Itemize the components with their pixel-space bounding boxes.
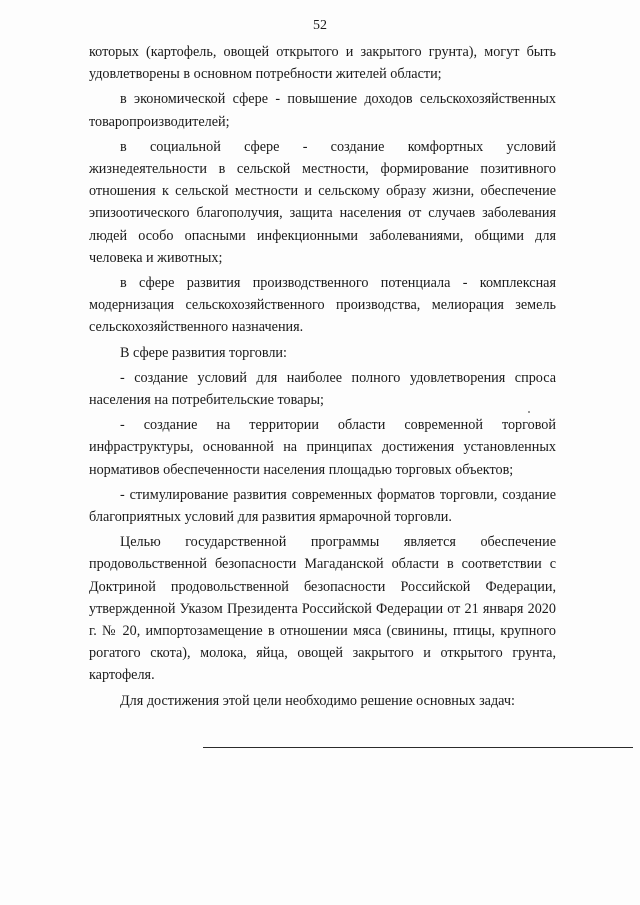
paragraph: В сфере развития торговли: bbox=[120, 344, 287, 361]
paragraph: Для достижения этой цели необходимо решение основных задач: bbox=[120, 692, 515, 709]
paragraph: в экономической сфере - повышение доходов сельскохозяйственных товаропроизводителей; bbox=[89, 91, 556, 130]
bottom-rule-divider bbox=[203, 747, 633, 748]
list-item: - создание условий для наиболее полного удовлетворения спроса населения на потребительские товары; bbox=[89, 369, 556, 409]
list-item: - стимулирование развития современных форматов торговли, создание благоприятных условий для развития ярмарочной торговли. bbox=[89, 486, 556, 526]
paragraph: в сфере развития производственного потенциала - комплексная модернизация сельскохозяйственного производства, мелиорация земель сельскохозяйственного назначения. bbox=[89, 275, 556, 336]
paragraph: в социальной сфере - создание комфортных условий жизнедеятельности в сельской местности, формирование позитивного отношения к сельской местности и сельскому образу жизни, обеспечение эпизоотического благополучия, защита населения от случаев заболевания людей особо опасными инфекционными заболеваниями, общими для человека и животных; bbox=[89, 138, 556, 266]
document-body bbox=[89, 41, 556, 712]
page-number: 52 bbox=[313, 18, 327, 33]
paragraph: которых (картофель, овощей открытого и закрытого грунта), могут быть удовлетворены в основном потребности жителей области; bbox=[89, 44, 556, 83]
scan-artifact-dot bbox=[528, 411, 530, 413]
list-item: - создание на территории области современной торговой инфраструктуры, основанной на принципах достижения установленных нормативов обеспеченности населения площадью торговых объектов; bbox=[89, 417, 556, 478]
paragraph: Целью государственной программы является обеспечение продовольственной безопасности Магаданской области в соответствии с Доктриной продовольственной безопасности Российской Федерации, утвержденной Указом Президента Российской Федерации от 21 января 2020 г. № 20, импортозамещение в отношении мяса (свинины, птицы, крупного рогатого скота), молока, яйца, овощей закрытого и открытого грунта, картофеля. bbox=[89, 534, 556, 684]
